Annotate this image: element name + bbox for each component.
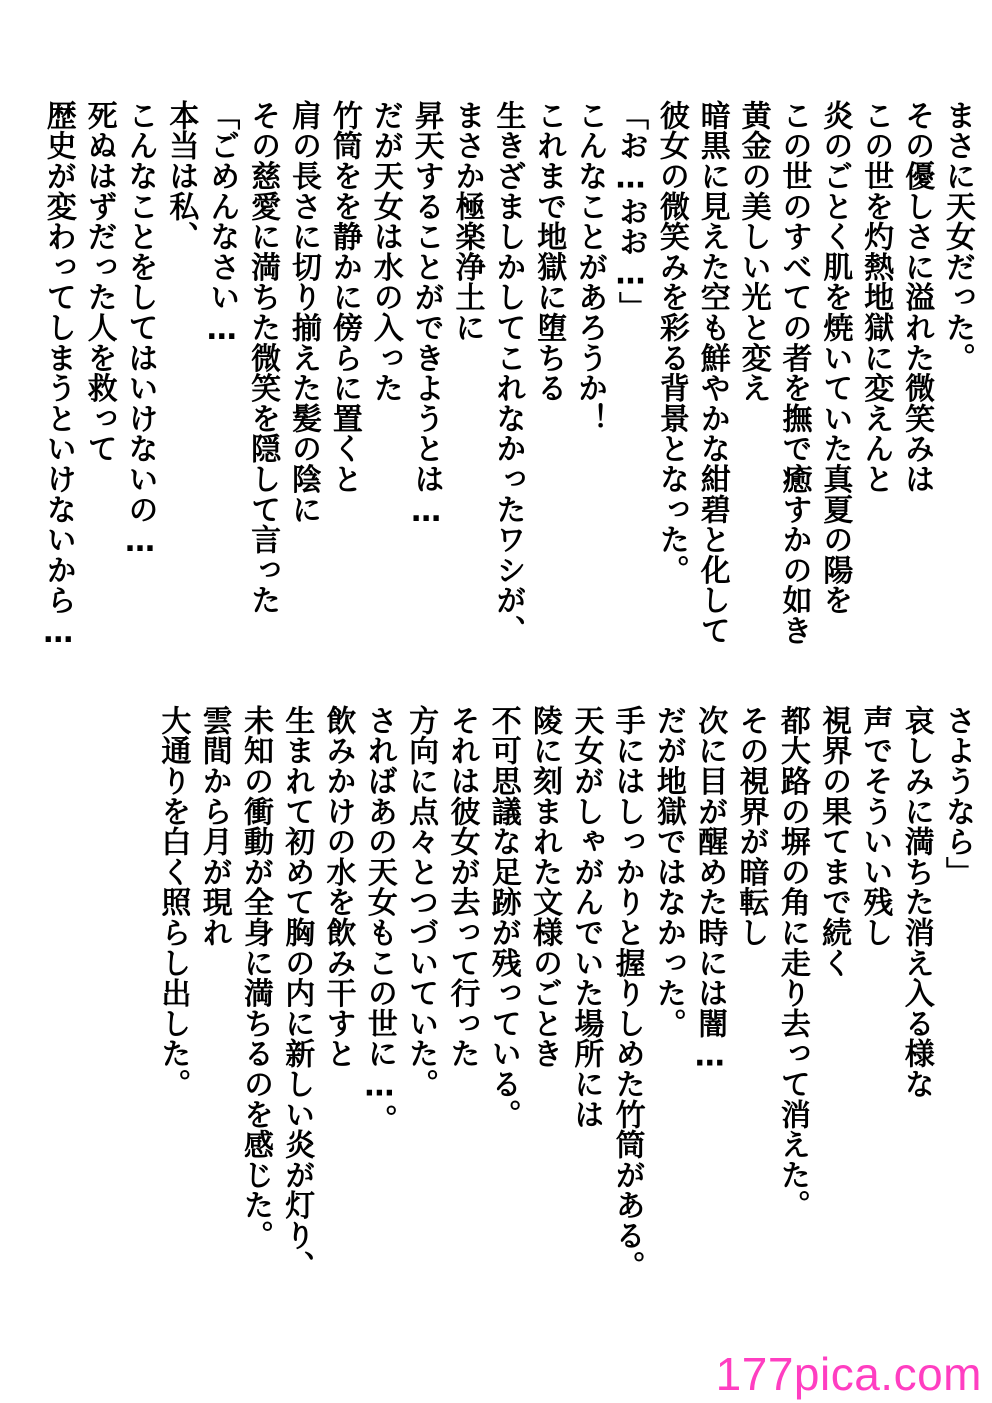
text-line: 手にはしっかりと握りしめた竹筒がある。 xyxy=(609,705,645,1281)
text-line: 次に目が醒めた時には闇… xyxy=(692,705,728,1074)
text-line: 「お…おお…」 xyxy=(613,100,648,323)
text-line: その優しさに溢れた微笑みは xyxy=(899,100,935,494)
text-line: こんなことをしてはいけないの… xyxy=(122,100,158,560)
text-line: 雲間から月が現れ xyxy=(196,705,232,948)
text-line: さればあの天女もこの世に…。 xyxy=(361,705,397,1135)
text-line: 声でそういい残し xyxy=(857,705,893,948)
text-line: その慈愛に満ちた微笑を隠して言った xyxy=(245,100,281,616)
text-line: 歴史が変わってしまうといけないから… xyxy=(40,100,76,651)
text-line: だが地獄ではなかった。 xyxy=(650,705,686,1039)
text-line: さようなら」 xyxy=(940,705,975,887)
text-line: 生きざましかしてこれなかったワシが、 xyxy=(490,100,526,646)
text-line: 炎のごとく肌を焼いていた真夏の陽を xyxy=(817,100,853,616)
text-line: 哀しみに満ちた消え入る様な xyxy=(898,705,934,1099)
text-line: 未知の衝動が全身に満ちるのを感じた。 xyxy=(237,705,273,1251)
text-line: その視界が暗転し xyxy=(733,705,769,948)
text-line: 天女がしゃがんでいた場所には xyxy=(568,705,604,1130)
text-line: 死ぬはずだった人を救って xyxy=(81,100,117,464)
text-line: 暗黒に見えた空も鮮やかな紺碧と化して xyxy=(694,100,730,646)
text-line: 肩の長さに切り揃えた髪の陰に xyxy=(286,100,321,525)
text-line: 「ごめんなさい… xyxy=(204,100,240,348)
text-line: 竹筒をを静かに傍らに置くと xyxy=(326,100,362,494)
text-line: これまで地獄に堕ちる xyxy=(531,100,567,403)
text-line: 本当は私、 xyxy=(163,100,199,252)
text-line: 生まれて初めて胸の内に新しい炎が灯り、 xyxy=(279,705,315,1281)
text-line: 飲みかけの水を飲み干すと xyxy=(320,705,356,1069)
text-line: 彼女の微笑みを彩る背景となった。 xyxy=(653,100,689,585)
text-line: この世のすべての者を撫で癒すかの如き xyxy=(776,100,812,646)
text-line: まさに天女だった。 xyxy=(940,100,975,373)
text-line: 都大路の塀の角に走り去って消えた。 xyxy=(774,705,810,1221)
text-line: この世を灼熱地獄に変えんと xyxy=(858,100,894,494)
watermark: 177pica.com xyxy=(715,1348,982,1400)
text-line: 黄金の美しい光と変え xyxy=(735,100,771,403)
text-line: 視界の果てまで続く xyxy=(816,705,852,978)
text-block-bottom xyxy=(32,705,975,1305)
text-line: 昇天することができようとは… xyxy=(408,100,444,530)
text-line: それは彼女が去って行った xyxy=(444,705,480,1069)
text-line: まさか極楽浄土に xyxy=(449,100,485,343)
text-line: こんなことがあろうか！ xyxy=(572,100,608,434)
text-line: 大通りを白く照らし出した。 xyxy=(155,705,191,1099)
text-line: 陵に刻まれた文様のごとき xyxy=(527,705,563,1069)
text-line: だが天女は水の入った xyxy=(367,100,403,403)
text-line: 不可思議な足跡が残っている。 xyxy=(485,705,521,1130)
text-line: 方向に点々とつづいていた。 xyxy=(403,705,439,1099)
text-block-top xyxy=(32,100,975,651)
